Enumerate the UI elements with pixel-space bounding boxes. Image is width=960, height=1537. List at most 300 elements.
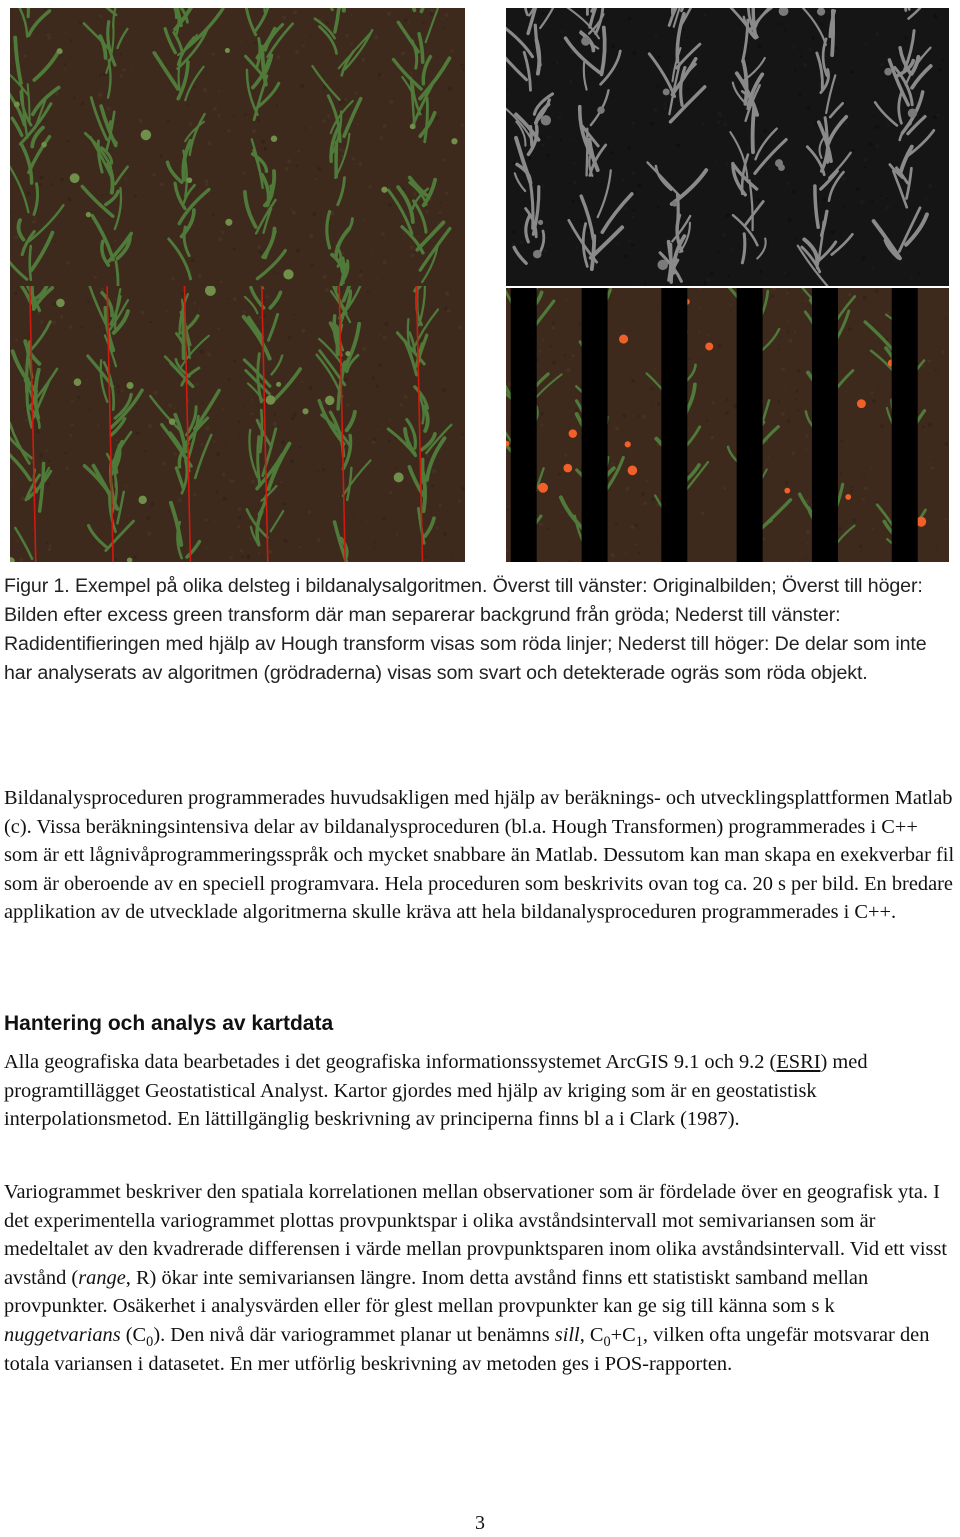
- soil-texture: [786, 419, 790, 423]
- soil-texture: [726, 398, 729, 401]
- soil-texture: [572, 139, 574, 141]
- soil-texture: [908, 200, 910, 202]
- soil-texture: [280, 481, 282, 483]
- soil-texture: [240, 549, 243, 552]
- soil-texture: [344, 98, 347, 101]
- soil-texture: [353, 472, 354, 473]
- soil-texture: [99, 74, 102, 77]
- panel-background: [10, 286, 465, 562]
- soil-texture: [862, 180, 863, 181]
- paragraph-arcgis-part2: ) med programtillägget Geostatistical Analyst. Kartor gjordes med hjälp av kriging som är en geostatistisk interpolationsmetod. En lättillgänglig beskrivning av principerna finns bl a i Clark (1987).: [4, 1051, 868, 1131]
- panel-background: [10, 8, 465, 286]
- soil-texture: [840, 440, 843, 443]
- weed-blob: [394, 472, 404, 482]
- soil-texture: [101, 16, 103, 18]
- soil-texture: [856, 83, 858, 85]
- soil-texture: [220, 281, 223, 284]
- soil-texture: [727, 274, 730, 277]
- soil-texture: [706, 334, 708, 336]
- soil-texture: [125, 177, 127, 179]
- soil-texture: [168, 403, 172, 407]
- soil-texture: [327, 114, 330, 117]
- soil-texture: [63, 68, 65, 70]
- soil-texture: [378, 363, 382, 367]
- soil-texture: [767, 456, 769, 458]
- soil-texture: [506, 508, 509, 511]
- soil-texture: [438, 211, 441, 214]
- soil-texture: [886, 197, 888, 199]
- soil-texture: [544, 249, 548, 253]
- soil-texture: [226, 297, 228, 299]
- weed-blob: [671, 201, 677, 207]
- soil-texture: [842, 205, 845, 208]
- soil-texture: [629, 67, 630, 68]
- soil-texture: [872, 399, 876, 403]
- soil-texture: [443, 532, 447, 536]
- soil-texture: [193, 493, 196, 496]
- soil-texture: [233, 297, 237, 301]
- soil-texture: [873, 38, 875, 40]
- soil-texture: [205, 547, 207, 549]
- soil-texture: [301, 329, 305, 333]
- range-term: range: [78, 1266, 126, 1289]
- figure-weed-detection-image: [506, 288, 949, 562]
- soil-texture: [722, 233, 726, 237]
- soil-texture: [24, 324, 26, 326]
- soil-texture: [520, 177, 522, 179]
- soil-texture: [48, 36, 52, 40]
- soil-texture: [54, 241, 56, 243]
- soil-texture: [283, 503, 286, 506]
- soil-texture: [506, 550, 508, 552]
- soil-texture: [323, 275, 327, 279]
- soil-texture: [382, 336, 386, 340]
- soil-texture: [436, 117, 439, 120]
- weed-blob: [884, 68, 892, 76]
- soil-texture: [771, 295, 775, 299]
- soil-texture: [228, 479, 230, 481]
- soil-texture: [64, 452, 67, 455]
- soil-texture: [362, 347, 366, 351]
- soil-texture: [942, 351, 945, 354]
- soil-texture: [795, 389, 798, 392]
- soil-texture: [654, 107, 658, 111]
- soil-texture: [213, 107, 217, 111]
- weed-blob: [705, 343, 713, 351]
- soil-texture: [880, 424, 884, 428]
- soil-texture: [39, 176, 43, 180]
- paragraph-variogram: [4, 1178, 956, 1378]
- soil-texture: [624, 206, 628, 210]
- soil-texture: [293, 11, 297, 15]
- soil-texture: [794, 69, 796, 71]
- soil-texture: [748, 146, 751, 149]
- soil-texture: [573, 180, 577, 184]
- soil-texture: [147, 532, 151, 536]
- soil-texture: [658, 543, 659, 544]
- paragraph-variogram-text: [4, 1178, 956, 1378]
- soil-texture: [872, 84, 874, 86]
- soil-texture: [215, 520, 216, 521]
- soil-texture: [933, 116, 937, 120]
- soil-texture: [254, 41, 257, 44]
- soil-texture: [856, 188, 859, 191]
- soil-texture: [539, 350, 541, 352]
- soil-texture: [730, 304, 732, 306]
- soil-texture: [782, 502, 783, 503]
- soil-texture: [848, 167, 850, 169]
- soil-texture: [836, 134, 839, 137]
- soil-texture: [115, 299, 117, 301]
- soil-texture: [47, 34, 50, 37]
- soil-texture: [241, 41, 243, 43]
- soil-texture: [48, 548, 51, 551]
- soil-texture: [629, 541, 631, 543]
- soil-texture: [848, 293, 851, 296]
- soil-texture: [706, 419, 709, 422]
- paragraph-arcgis-part1: Alla geografiska data bearbetades i det geografiska informationssystemet ArcGIS 9.1 och 9.2 (: [4, 1051, 777, 1073]
- soil-texture: [807, 106, 811, 110]
- soil-texture: [284, 539, 288, 543]
- soil-texture: [234, 41, 235, 42]
- soil-texture: [101, 195, 103, 197]
- soil-texture: [339, 101, 343, 105]
- soil-texture: [213, 440, 216, 443]
- soil-texture: [811, 135, 812, 136]
- soil-texture: [542, 184, 545, 187]
- soil-texture: [539, 523, 543, 527]
- soil-texture: [509, 24, 512, 27]
- soil-texture: [359, 162, 363, 166]
- soil-texture: [49, 544, 52, 547]
- soil-texture: [167, 120, 170, 123]
- soil-texture: [324, 257, 326, 259]
- soil-texture: [902, 262, 903, 263]
- soil-texture: [701, 122, 704, 125]
- soil-texture: [786, 181, 790, 185]
- soil-texture: [238, 507, 242, 511]
- soil-texture: [151, 502, 155, 506]
- soil-texture: [98, 326, 100, 328]
- soil-texture: [880, 62, 884, 66]
- weed-blob: [597, 106, 604, 113]
- soil-texture: [426, 455, 429, 458]
- soil-texture: [850, 490, 853, 493]
- soil-texture: [45, 449, 48, 452]
- soil-texture: [82, 537, 84, 539]
- soil-texture: [558, 116, 561, 119]
- soil-texture: [830, 230, 834, 234]
- soil-texture: [16, 163, 17, 164]
- soil-texture: [136, 432, 139, 435]
- weed-blob: [225, 48, 230, 53]
- soil-texture: [928, 184, 932, 188]
- soil-texture: [46, 37, 47, 38]
- soil-texture: [625, 552, 627, 554]
- soil-texture: [69, 325, 72, 328]
- soil-texture: [144, 450, 147, 453]
- soil-texture: [539, 376, 540, 377]
- soil-texture: [154, 88, 155, 89]
- soil-texture: [458, 499, 461, 502]
- soil-texture: [778, 348, 780, 350]
- soil-texture: [410, 254, 414, 258]
- soil-texture: [587, 257, 589, 259]
- soil-texture: [299, 365, 300, 366]
- soil-texture: [550, 345, 552, 347]
- soil-texture: [357, 124, 359, 126]
- soil-texture: [413, 192, 416, 195]
- soil-texture: [843, 71, 845, 73]
- soil-texture: [281, 353, 283, 355]
- weed-blob: [381, 187, 387, 193]
- soil-texture: [445, 191, 449, 195]
- soil-texture: [170, 103, 172, 105]
- soil-texture: [162, 462, 166, 466]
- soil-texture: [264, 147, 268, 151]
- soil-texture: [806, 408, 807, 409]
- soil-texture: [552, 360, 556, 364]
- soil-texture: [710, 272, 714, 276]
- paragraph-matlab: [4, 784, 956, 927]
- soil-texture: [325, 288, 329, 292]
- soil-texture: [798, 93, 801, 96]
- soil-texture: [632, 209, 635, 212]
- soil-texture: [117, 385, 120, 388]
- soil-texture: [14, 235, 18, 239]
- soil-texture: [928, 423, 932, 427]
- crop-leaf: [753, 8, 755, 34]
- soil-texture: [34, 216, 36, 218]
- soil-texture: [212, 84, 214, 86]
- soil-texture: [237, 525, 240, 528]
- soil-texture: [23, 407, 26, 410]
- crop-leaf: [30, 246, 31, 280]
- crop-leaf: [753, 107, 755, 152]
- soil-texture: [546, 154, 550, 158]
- figure-original-image: [10, 8, 465, 286]
- soil-texture: [341, 155, 343, 157]
- soil-texture: [45, 120, 47, 122]
- soil-texture: [280, 182, 281, 183]
- soil-texture: [297, 150, 300, 153]
- soil-texture: [212, 53, 215, 56]
- soil-texture: [236, 16, 238, 18]
- soil-texture: [252, 129, 256, 133]
- soil-texture: [676, 143, 680, 147]
- soil-texture: [644, 144, 645, 145]
- soil-texture: [13, 495, 15, 497]
- soil-texture: [227, 129, 231, 133]
- soil-texture: [316, 470, 318, 472]
- soil-texture: [645, 479, 648, 482]
- soil-texture: [703, 13, 707, 17]
- soil-texture: [873, 115, 875, 117]
- soil-texture: [795, 398, 797, 400]
- soil-texture: [717, 251, 719, 253]
- soil-texture: [945, 317, 947, 319]
- variogram-text-6: +C: [610, 1323, 636, 1346]
- soil-texture: [290, 208, 292, 210]
- soil-texture: [351, 514, 353, 516]
- soil-texture: [844, 122, 847, 125]
- soil-texture: [135, 192, 137, 194]
- soil-texture: [596, 213, 597, 214]
- soil-texture: [13, 67, 14, 68]
- soil-texture: [429, 232, 431, 234]
- soil-texture: [770, 366, 771, 367]
- weed-blob: [845, 494, 851, 500]
- soil-texture: [81, 326, 83, 328]
- figure-excess-green-image: [506, 8, 949, 286]
- soil-texture: [173, 407, 175, 409]
- soil-texture: [793, 55, 794, 56]
- soil-texture: [562, 276, 563, 277]
- soil-texture: [918, 272, 921, 275]
- soil-texture: [875, 289, 879, 293]
- soil-texture: [249, 538, 251, 540]
- soil-texture: [610, 553, 614, 557]
- soil-texture: [781, 368, 785, 372]
- soil-texture: [552, 321, 555, 324]
- soil-texture: [66, 261, 69, 264]
- soil-texture: [579, 323, 581, 325]
- soil-texture: [559, 139, 562, 142]
- soil-texture: [338, 159, 340, 161]
- soil-texture: [764, 278, 766, 280]
- soil-texture: [147, 516, 151, 520]
- soil-texture: [442, 18, 444, 20]
- soil-texture: [863, 157, 867, 161]
- soil-texture: [686, 95, 687, 96]
- soil-texture: [782, 136, 784, 138]
- soil-texture: [698, 352, 700, 354]
- paragraph-arcgis: [4, 1048, 956, 1134]
- soil-texture: [193, 86, 195, 88]
- soil-texture: [751, 156, 754, 159]
- soil-texture: [222, 497, 226, 501]
- soil-texture: [725, 411, 729, 415]
- soil-texture: [658, 233, 660, 235]
- soil-texture: [193, 302, 196, 305]
- soil-texture: [460, 63, 463, 66]
- soil-texture: [64, 63, 67, 66]
- weed-blob: [451, 138, 457, 144]
- soil-texture: [205, 426, 209, 430]
- soil-texture: [238, 421, 240, 423]
- weed-blob: [41, 142, 47, 148]
- crop-row-mask: [582, 288, 608, 562]
- soil-texture: [525, 19, 527, 21]
- soil-texture: [393, 323, 395, 325]
- esri-link[interactable]: ESRI: [776, 1051, 821, 1073]
- soil-texture: [251, 480, 255, 484]
- soil-texture: [401, 51, 405, 55]
- soil-texture: [426, 210, 429, 213]
- soil-texture: [70, 39, 72, 41]
- soil-texture: [82, 449, 83, 450]
- soil-texture: [791, 451, 795, 455]
- soil-texture: [620, 68, 622, 70]
- soil-texture: [429, 12, 433, 16]
- soil-texture: [573, 321, 574, 322]
- soil-texture: [372, 440, 376, 444]
- soil-texture: [863, 296, 867, 300]
- soil-texture: [63, 378, 64, 379]
- soil-texture: [377, 429, 378, 430]
- soil-texture: [25, 337, 27, 339]
- soil-texture: [907, 246, 911, 250]
- soil-texture: [763, 129, 767, 133]
- weed-blob: [302, 408, 308, 414]
- soil-texture: [934, 369, 936, 371]
- soil-texture: [864, 43, 867, 46]
- soil-texture: [71, 423, 74, 426]
- soil-texture: [462, 433, 464, 435]
- soil-texture: [295, 164, 298, 167]
- soil-texture: [302, 44, 305, 47]
- soil-texture: [61, 55, 63, 57]
- soil-texture: [360, 270, 363, 273]
- soil-texture: [570, 359, 572, 361]
- soil-texture: [224, 445, 226, 447]
- soil-texture: [281, 440, 285, 444]
- soil-texture: [780, 22, 783, 25]
- weed-blob: [271, 135, 277, 141]
- crop-row-mask: [892, 288, 918, 562]
- soil-texture: [796, 237, 798, 239]
- soil-texture: [687, 64, 689, 66]
- soil-texture: [53, 302, 56, 305]
- soil-texture: [432, 469, 436, 473]
- weed-blob: [857, 399, 866, 408]
- soil-texture: [393, 179, 395, 181]
- soil-texture: [723, 487, 726, 490]
- soil-texture: [298, 446, 301, 449]
- soil-texture: [633, 51, 637, 55]
- soil-texture: [633, 71, 635, 73]
- soil-texture: [927, 83, 928, 84]
- soil-texture: [351, 14, 353, 16]
- soil-texture: [637, 284, 639, 286]
- crop-row-mask: [737, 288, 763, 562]
- soil-texture: [561, 30, 564, 33]
- soil-texture: [542, 12, 545, 15]
- soil-texture: [564, 453, 567, 456]
- soil-texture: [590, 93, 592, 95]
- soil-texture: [52, 320, 56, 324]
- soil-texture: [827, 92, 829, 94]
- weed-blob: [663, 88, 670, 95]
- soil-texture: [243, 310, 246, 313]
- variogram-text-2: , R) ökar inte semivariansen längre. Inom detta avstånd finns ett statistiskt samband mellan provpunkter. Osäkerhet i analysvärden eller för glest mellan provpunkter kan ge sig till känna som s k: [4, 1266, 869, 1318]
- soil-texture: [450, 49, 453, 52]
- soil-texture: [569, 182, 571, 184]
- soil-texture: [39, 453, 43, 457]
- weed-blob: [541, 115, 551, 125]
- soil-texture: [87, 301, 90, 304]
- soil-texture: [757, 198, 761, 202]
- soil-texture: [580, 220, 584, 224]
- soil-texture: [269, 550, 273, 554]
- soil-texture: [160, 182, 164, 186]
- soil-texture: [462, 68, 465, 71]
- soil-texture: [875, 337, 877, 339]
- soil-texture: [394, 383, 395, 384]
- soil-texture: [375, 55, 376, 56]
- soil-texture: [871, 200, 874, 203]
- soil-texture: [758, 44, 762, 48]
